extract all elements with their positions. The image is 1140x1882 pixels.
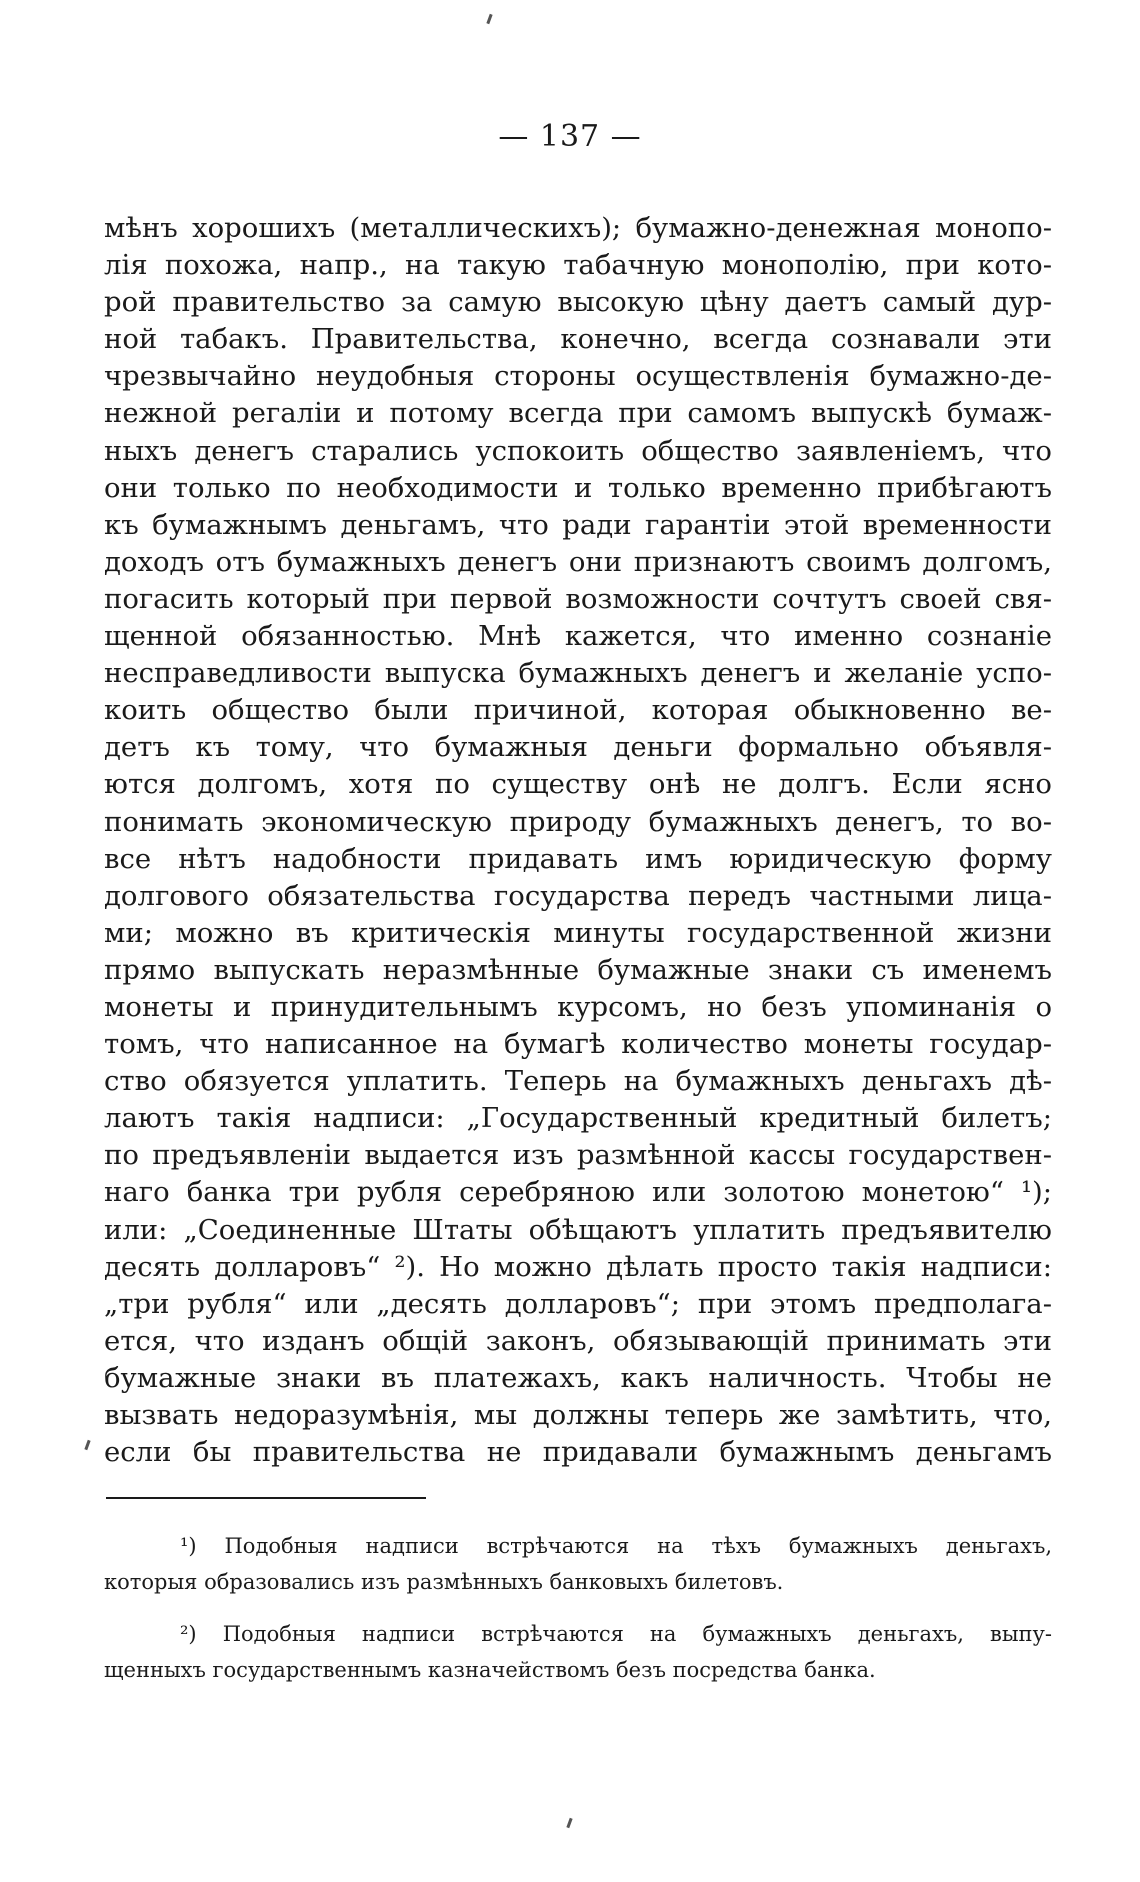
text-line: ныхъ денегъ старались успокоить общество заявленіемъ, что [104,434,1052,467]
scan-speck [84,1440,90,1450]
footnote-2 [104,1616,1052,1688]
text-line: рой правительство за самую высокую цѣну даетъ самый дур- [104,286,1052,319]
text-line: мѣнъ хорошихъ (металлическихъ); бумажно-денежная монопо- [104,212,1052,244]
text-line: „три рубля“ или „десять долларовъ“; при этомъ предполага- [104,1287,1052,1320]
text-line: долгового обязательства государства передъ частными лица- [104,879,1052,912]
text-line: они только по необходимости и только временно прибѣгаютъ [104,471,1052,504]
text-line: вызвать недоразумѣнія, мы должны теперь же замѣтить, что, [104,1399,1052,1431]
footnote-line: ¹) Подобныя надписи встрѣчаются на тѣхъ бумажныхъ деньгахъ, [180,1534,1052,1558]
footnote-gap [104,1600,1052,1616]
text-line: если бы правительства не придавали бумажнымъ деньгамъ [104,1436,1052,1469]
footnote-divider [106,1497,426,1499]
text-line: ется, что изданъ общій законъ, обязывающій принимать эти [104,1324,1052,1357]
text-line: наго банка три рубля серебряною или золотою монетою“ ¹); [104,1176,1052,1209]
text-line: понимать экономическую природу бумажныхъ денегъ, то во- [104,805,1052,838]
footnote-line: которыя образовались изъ размѣнныхъ банковыхъ билетовъ. [104,1570,784,1594]
text-line: къ бумажнымъ деньгамъ, что ради гарантіи этой временности [104,508,1052,541]
text-line: ной табакъ. Правительства, конечно, всегда сознавали эти [104,323,1052,356]
footnotes [104,1528,1052,1688]
text-line: или: „Соединенные Штаты обѣщаютъ уплатить предъявителю [104,1213,1052,1246]
text-line: прямо выпускать неразмѣнные бумажные знаки съ именемъ [104,953,1052,986]
scan-speck [566,1818,572,1828]
text-line: коить общество были причиной, которая обыкновенно ве- [104,694,1052,727]
text-line: чрезвычайно неудобныя стороны осуществленія бумажно-де- [104,360,1052,393]
page-number: — 137 — [498,119,642,154]
text-line: несправедливости выпуска бумажныхъ денегъ и желаніе успо- [104,657,1052,690]
footnote-line: ²) Подобныя надписи встрѣчаются на бумажныхъ деньгахъ, выпу- [180,1622,1052,1646]
text-line: погасить который при первой возможности сочтутъ своей свя- [104,582,1052,615]
text-line: бумажные знаки въ платежахъ, какъ наличность. Чтобы не [104,1361,1052,1394]
footnote-1 [104,1528,1052,1600]
text-line: десять долларовъ“ ²). Но можно дѣлать просто такія надписи: [104,1250,1052,1283]
text-line: томъ, что написанное на бумагѣ количество монеты государ- [104,1028,1052,1061]
text-line: ство обязуется уплатить. Теперь на бумажныхъ деньгахъ дѣ- [104,1065,1052,1098]
footnote-line: щенныхъ государственнымъ казначействомъ безъ посредства банка. [104,1658,876,1682]
text-line: монеты и принудительнымъ курсомъ, но безъ упоминанія о [104,990,1052,1023]
text-line: по предъявленіи выдается изъ размѣнной кассы государствен- [104,1139,1052,1172]
text-line: ми; можно въ критическія минуты государственной жизни [104,916,1052,949]
text-line: лаютъ такія надписи: „Государственный кредитный билетъ; [104,1102,1052,1135]
text-line: все нѣтъ надобности придавать имъ юридическую форму [104,842,1052,875]
text-line: щенной обязанностью. Мнѣ кажется, что именно сознаніе [104,620,1052,653]
text-line: ются долгомъ, хотя по существу онѣ не долгъ. Если ясно [104,768,1052,801]
text-line: нежной регаліи и потому всегда при самомъ выпускѣ бумаж- [104,397,1052,430]
text-line: доходъ отъ бумажныхъ денегъ они признаютъ своимъ долгомъ, [104,545,1052,578]
scan-speck [486,14,492,24]
text-line: лія похожа, напр., на такую табачную монополію, при кото- [104,249,1052,282]
body-text [104,210,1052,1471]
text-line: детъ къ тому, что бумажныя деньги формально объявля- [104,731,1052,764]
